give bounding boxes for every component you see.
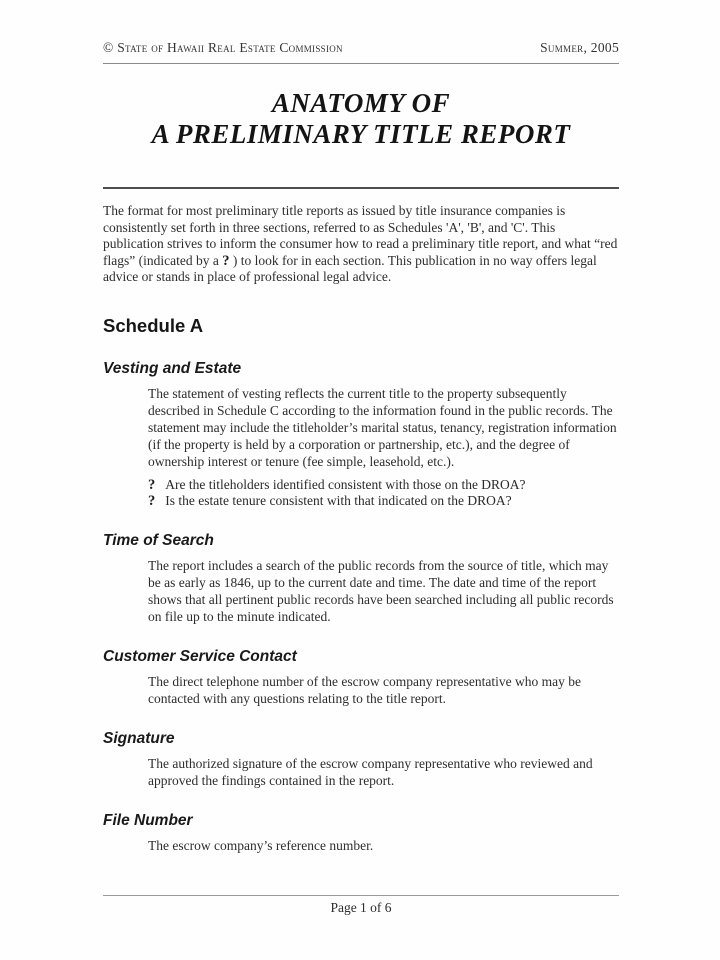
section-heading-vesting-and-estate: Vesting and Estate [103,359,242,377]
section-body-time-of-search: The report includes a search of the public records from the source of title, which may be as early as 1846, up to the current date and time. The date and time of the report shows that all pertinent public records have been searched including all public records on file up to the minute indicated. [148,557,614,624]
page-content [103,0,619,854]
question-text: Is the estate tenure consistent with that indicated on the DROA? [165,492,512,508]
intro-text-2: ) to look for in each section. This publication in no way offers legal advice or stands in place of professional legal advice. [103,252,597,284]
section-time-of-search [103,532,619,625]
section-heading-file-number: File Number [103,811,193,829]
intro-text-1: The format for most preliminary title reports as issued by title insurance companies is consistently set forth in three sections, referred to as Schedules 'A', 'B', and 'C'. This publication strives to inform the consumer how to read a preliminary title report, and what “red flags” (indicated by a [103,203,618,268]
header-issue-date: Summer, 2005 [540,40,619,55]
question-item [148,477,619,493]
red-flag-question-list [148,477,619,509]
question-item [148,493,619,509]
title-divider [103,187,619,189]
page-footer [103,895,619,916]
header-copyright: © State of Hawaii Real Estate Commission [103,40,343,55]
section-heading-signature: Signature [103,729,175,747]
section-heading-time-of-search: Time of Search [103,531,214,549]
red-flag-question-mark-icon: ? [148,476,156,493]
intro-paragraph [103,203,619,286]
red-flag-question-mark-icon: ? [148,492,156,509]
section-body-file-number: The escrow company’s reference number. [148,837,374,853]
section-customer-service-contact [103,648,619,707]
section-body-vesting-and-estate: The statement of vesting reflects the current title to the property subsequently described in Schedule C according to the information found in the public records. The statement may include the titleholder’s marital status, tenancy, registration information (if the property is held by a corporation or partnership, etc.), and the degree of ownership interest or tenure (fee simple, leasehold, etc.). [148,385,617,469]
question-text: Are the titleholders identified consistent with those on the DROA? [165,476,526,492]
section-vesting-and-estate [103,360,619,509]
title-line-1: ANATOMY OF [271,88,451,118]
footer-divider [103,895,619,896]
red-flag-question-mark-icon: ? [222,252,230,269]
page-number: Page 1 of 6 [330,900,392,915]
title-line-2: A PRELIMINARY TITLE REPORT [151,119,571,149]
section-file-number [103,812,619,854]
section-body-customer-service-contact: The direct telephone number of the escrow company representative who may be contacted with any questions relating to the title report. [148,673,581,706]
section-signature [103,730,619,789]
page-header [103,40,619,64]
section-body-signature: The authorized signature of the escrow company representative who reviewed and approved the findings contained in the report. [148,755,593,788]
section-heading-customer-service-contact: Customer Service Contact [103,647,297,665]
schedule-a-heading: Schedule A [103,314,204,336]
document-title [103,88,619,150]
